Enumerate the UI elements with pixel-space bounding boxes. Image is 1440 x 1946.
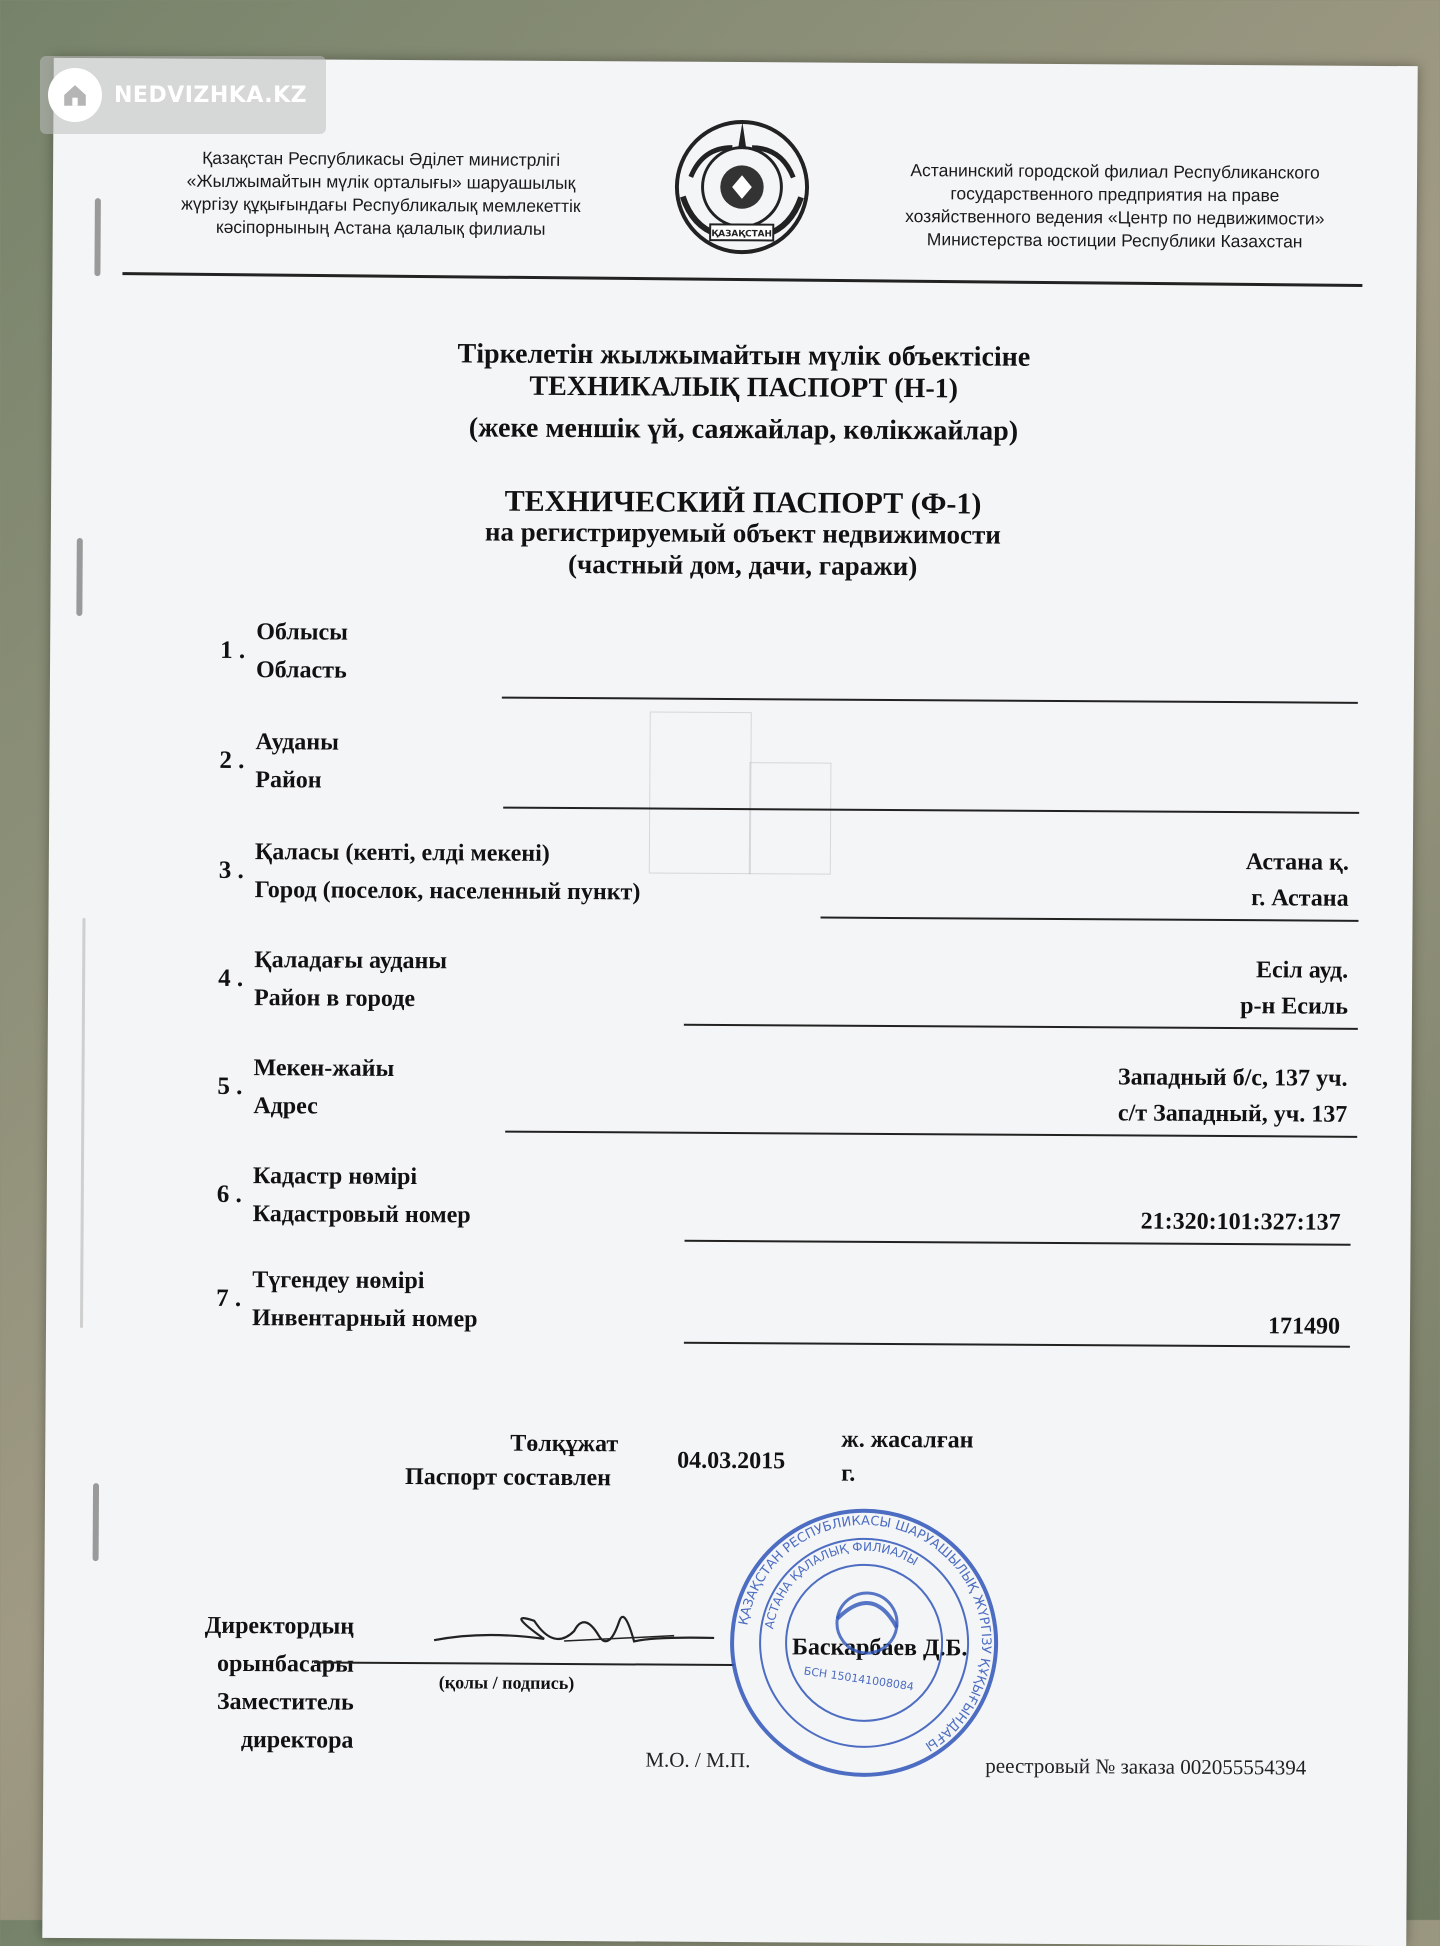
staple [93, 1483, 99, 1561]
header-right-line: государственного предприятия на праве [950, 183, 1280, 206]
field-label-kz: Қаладағы ауданы [254, 947, 448, 975]
registry-order-number: реестровый № заказа 002055554394 [985, 1753, 1307, 1780]
header-left-line: Қазақстан Республикасы Әділет министрлігі [202, 147, 561, 170]
compiled-date: 04.03.2015 [677, 1447, 786, 1475]
watermark-text: NEDVIZHKA.KZ [114, 82, 308, 108]
header-divider [122, 272, 1362, 287]
staple [76, 538, 82, 616]
field-label-kz: Қаласы (кенті, елді мекені) [254, 839, 550, 867]
field-number: 1 . [220, 636, 246, 665]
emblem-caption: ҚАЗАҚСТАН [711, 229, 773, 240]
document-page [42, 58, 1417, 1946]
header-left-line: жүргізу құқығындағы Республикалық мемлекеттік [181, 193, 581, 217]
staple [94, 198, 100, 276]
field-number: 6 . [216, 1180, 242, 1209]
field-value-ru: г. Астана [1251, 885, 1349, 912]
signatory-title-line: Заместитель [216, 1688, 354, 1716]
signature-caption: (қолы / подпись) [438, 1672, 575, 1694]
field-district [211, 729, 1361, 816]
field-underline [505, 1131, 1357, 1138]
field-label-ru: Район [255, 767, 322, 794]
field-value-kz: Западный б/с, 137 уч. [1117, 1064, 1348, 1092]
header-right-ru [855, 159, 1376, 254]
field-value-ru: 171490 [1267, 1313, 1341, 1340]
seal-placeholder-label: М.О. / М.П. [645, 1747, 751, 1773]
signatory-title-line: орынбасары [216, 1650, 355, 1678]
title-ru-line3: (частный дом, дачи, гаражи) [567, 549, 918, 582]
signatory-title-line: Директордың [204, 1612, 355, 1640]
field-underline [685, 1240, 1351, 1246]
field-number: 4 . [218, 964, 244, 993]
stamp-inner-text: АСТАНА ҚАЛАЛЫҚ ФИЛИАЛЫ [762, 1539, 921, 1631]
field-address [209, 1055, 1359, 1142]
field-underline [684, 1024, 1358, 1030]
header-right-line: хозяйственного ведения «Центр по недвижимости» [905, 206, 1325, 229]
title-kz-line2: ТЕХНИКАЛЫҚ ПАСПОРТ (Н-1) [529, 370, 959, 405]
field-label-kz: Ауданы [255, 729, 340, 756]
field-city-district [210, 947, 1360, 1034]
signatory-title [163, 1607, 354, 1760]
signatory-title-line: директора [240, 1727, 354, 1754]
field-value-ru: с/т Западный, уч. 137 [1117, 1100, 1348, 1128]
stamp-outer-text: ҚАЗАҚСТАН РЕСПУБЛИКАСЫ ШАРУАШЫЛЫҚ ЖҮРГІЗУ ҚҰҚЫҒЫНДАҒЫ [736, 1513, 994, 1754]
field-value-ru: р-н Есиль [1240, 993, 1349, 1020]
field-label-ru: Адрес [253, 1093, 318, 1120]
field-cadastral-number [209, 1163, 1359, 1250]
field-label-kz: Облысы [256, 619, 349, 646]
compiled-suffix-kz: ж. жасалған [841, 1426, 974, 1454]
header-right-line: Астанинский городской филиал Республиканского [910, 160, 1320, 183]
header-left-line: кәсіпорнының Астана қалалық филиалы [215, 216, 546, 239]
field-underline [503, 807, 1359, 814]
field-city [210, 839, 1360, 926]
binding-thread [80, 918, 86, 1328]
field-label-kz: Түгендеу нөмірі [252, 1267, 425, 1295]
header-right-line: Министерства юстиции Республики Казахстан [926, 229, 1303, 252]
field-value-kz: Есіл ауд. [1255, 957, 1349, 984]
header-left-line: «Жылжымайтын мүлік орталығы» шаруашылық [186, 170, 576, 194]
field-value-ru: 21:320:101:327:137 [1140, 1208, 1341, 1236]
field-label-ru: Инвентарный номер [251, 1305, 478, 1333]
field-underline [502, 697, 1358, 704]
field-label-kz: Мекен-жайы [253, 1055, 395, 1082]
field-inventory-number [208, 1267, 1358, 1354]
field-label-kz: Кадастр нөмірі [252, 1163, 418, 1191]
header-left-kz [131, 146, 632, 241]
field-number: 5 . [217, 1072, 243, 1101]
state-emblem-icon [673, 118, 812, 257]
compiled-label-ru: Паспорт составлен [405, 1464, 612, 1492]
compiled-suffix-ru: г. [841, 1460, 856, 1487]
field-label-ru: Район в городе [253, 985, 416, 1013]
field-label-ru: Область [255, 657, 347, 684]
field-number: 2 . [219, 746, 245, 775]
signatory-name: Баскарбаев Д.Б. [791, 1634, 968, 1662]
field-number: 7 . [216, 1284, 242, 1313]
handwritten-signature [424, 1590, 724, 1672]
field-value-kz: Астана қ. [1245, 849, 1349, 876]
field-region [212, 619, 1362, 706]
official-stamp-icon [705, 1484, 1023, 1802]
compiled-label-kz: Төлқұжат [510, 1430, 619, 1458]
title-ru-line1: ТЕХНИЧЕСКИЙ ПАСПОРТ (Ф-1) [504, 484, 982, 521]
title-kz-line1: Тіркелетін жылжымайтын мүлік объектісіне [457, 338, 1031, 373]
stamp-number: БСН 150141008084 [802, 1664, 915, 1694]
field-underline [684, 1342, 1350, 1348]
field-underline [821, 917, 1359, 922]
title-kz-line3: (жеке меншік үй, саяжайлар, көлікжайлар) [468, 412, 1019, 447]
field-label-ru: Город (поселок, населенный пункт) [254, 877, 641, 906]
field-label-ru: Кадастровый номер [252, 1201, 471, 1229]
home-icon [48, 68, 102, 122]
site-watermark [40, 56, 326, 134]
title-ru-line2: на регистрируемый объект недвижимости [484, 516, 1001, 550]
field-number: 3 . [218, 856, 244, 885]
